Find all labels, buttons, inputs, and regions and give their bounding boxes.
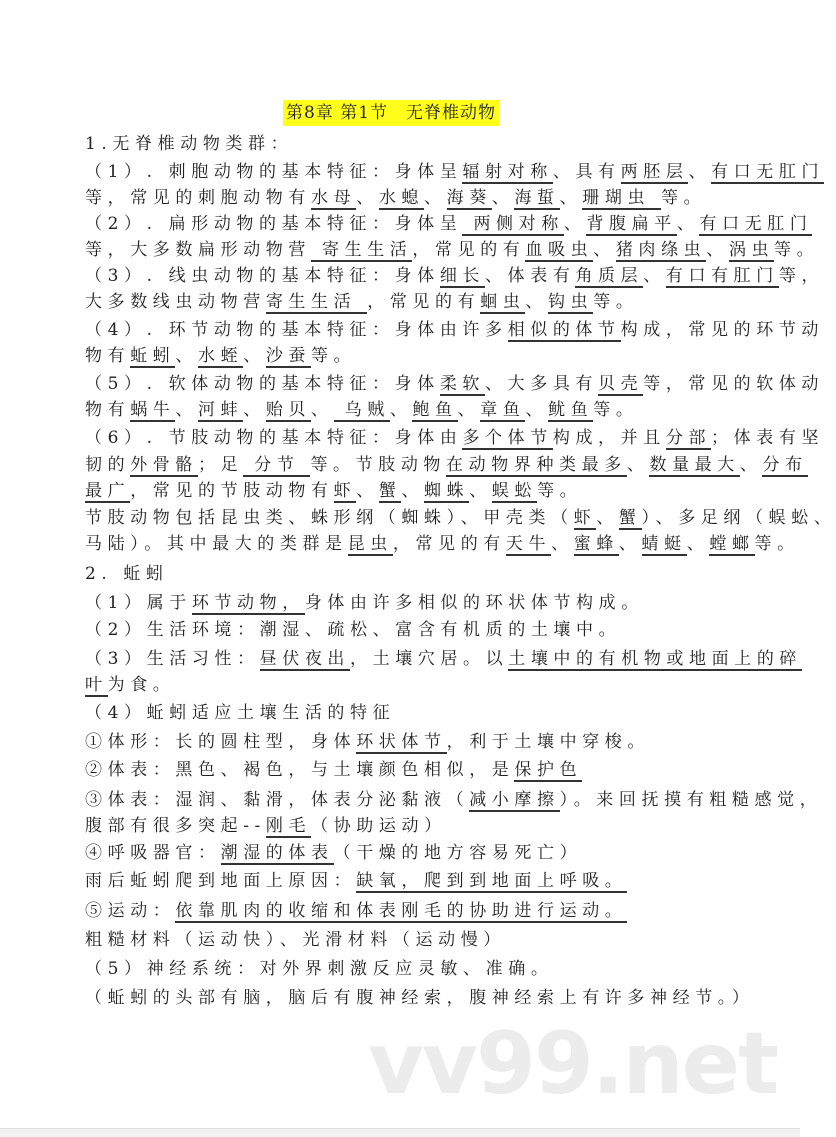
text-segment: 、 (593, 240, 616, 260)
text-line (85, 986, 755, 1010)
text-segment: 等。 (754, 534, 800, 554)
text-segment: （3）生活习性： (85, 649, 260, 669)
text-line (85, 212, 812, 236)
text-segment: ）、多足纲（蜈蚣、 (641, 508, 836, 528)
text-segment: 、 (676, 214, 700, 234)
underlined-answer: 蛔虫 (480, 292, 526, 312)
text-segment: 物有 (85, 346, 131, 366)
underlined-answer: 外骨骼 (130, 455, 199, 475)
text-segment: 韧的 (85, 455, 131, 475)
text-segment: （协助运动） (311, 816, 447, 836)
underlined-answer: 分部 (665, 428, 712, 448)
text-segment: 节肢动物包括昆虫类、蛛形纲（蜘蛛）、甲壳类（ (85, 508, 574, 528)
text-segment: 、 (596, 508, 619, 528)
underlined-answer: 水蛭 (198, 346, 244, 366)
text-line (85, 841, 582, 865)
text-segment: 、 (706, 240, 729, 260)
text-segment: 、 (311, 400, 334, 420)
text-segment: ，常见的有 (412, 240, 526, 260)
text-segment: 、 (424, 188, 447, 208)
text-segment: 、 (688, 162, 712, 182)
text-segment: （1）. 刺胞动物的基本特征：身体呈 (85, 162, 463, 182)
text-segment: （2）. 扁形动物的基本特征：身体呈 (85, 214, 463, 234)
text-segment: （6）. 节肢动物的基本特征：身体由 (85, 428, 463, 448)
underlined-answer: 蟹 (618, 508, 642, 528)
text-line (85, 479, 582, 503)
text-line (85, 290, 638, 314)
text-segment: ，利于土壤中穿梭。 (446, 732, 651, 752)
underlined-answer: 相似的体节 (507, 320, 621, 340)
underlined-answer: 海蜇 (514, 188, 560, 208)
underlined-answer: 章鱼 (480, 400, 526, 420)
text-line (85, 238, 819, 262)
underlined-answer: 水螅 (378, 188, 425, 208)
text-segment: 、大多具有 (485, 374, 599, 394)
text-segment: 、 (243, 346, 266, 366)
underlined-answer: 乌贼 (333, 400, 390, 420)
text-segment: 1.无脊椎动物类群： (85, 134, 294, 154)
underlined-answer: 土壤中的有机物或地面上的碎 (508, 649, 803, 669)
underlined-answer: 辐射对称 (462, 162, 553, 182)
underlined-answer: 细长 (439, 266, 486, 286)
page-title: 第8章 第1节 无脊椎动物 (283, 100, 499, 126)
underlined-answer: 螳螂 (709, 534, 755, 554)
underlined-answer: 环节动物， (191, 593, 305, 613)
text-segment: 为食。 (107, 675, 176, 695)
text-line (85, 506, 836, 530)
underlined-answer: 减小摩擦 (469, 790, 560, 810)
text-segment: 、 (356, 481, 379, 501)
text-segment: 、 (551, 534, 574, 554)
text-line (85, 730, 650, 754)
text-segment: ，常见的有 (392, 534, 506, 554)
text-segment: ③体表：湿润、黏滑，体表分泌黏液（ (85, 790, 470, 810)
text-segment: 构成，常见的环节动 (620, 320, 825, 340)
text-segment: 、 (686, 534, 710, 554)
underlined-answer: 最广 (85, 481, 131, 501)
text-line (85, 928, 506, 952)
underlined-answer: 数量最大 (649, 455, 740, 475)
text-line (85, 869, 627, 893)
text-segment: 、 (175, 346, 199, 366)
text-segment: 等，大多数扁形动物营 (85, 240, 311, 260)
text-segment: 、 (389, 400, 413, 420)
underlined-answer: 蜗牛 (130, 400, 176, 420)
underlined-answer: 蚯蚓 (130, 346, 176, 366)
underlined-answer: 昆虫 (347, 534, 393, 554)
text-segment: 2. 蚯蚓 (85, 564, 169, 584)
underlined-answer: 钩虫 (548, 292, 594, 312)
underlined-answer: 海葵 (446, 188, 492, 208)
text-segment: ①体形：长的圆柱型，身体 (85, 732, 357, 752)
underlined-answer: 多个体节 (462, 428, 553, 448)
text-segment: 粗糙材料（运动快）、光滑材料（运动慢） (85, 930, 506, 950)
text-segment: 大多数线虫动物营 (85, 292, 266, 312)
underlined-answer: 河蚌 (198, 400, 244, 420)
underlined-answer: 虾 (573, 508, 597, 528)
text-line (85, 372, 824, 396)
underlined-answer: 寄生生活 (311, 240, 413, 260)
underlined-answer: 鲍鱼 (412, 400, 458, 420)
text-segment: 等，常见的刺胞动物有 (85, 188, 311, 208)
text-line (85, 532, 800, 556)
text-segment: 、 (243, 400, 266, 420)
text-line (85, 318, 824, 342)
text-segment: ④呼吸器官： (85, 843, 221, 863)
text-segment: 等。 (311, 346, 357, 366)
text-segment: 等，常见的软体动 (643, 374, 825, 394)
text-segment: 、 (457, 400, 481, 420)
text-segment: 、具有 (552, 162, 621, 182)
text-line (85, 647, 802, 671)
text-line (85, 788, 822, 812)
text-segment: 、体表有 (485, 266, 576, 286)
text-line (85, 618, 621, 642)
text-segment: 、 (643, 266, 666, 286)
text-segment: 物有 (85, 400, 131, 420)
underlined-answer: 水母 (311, 188, 357, 208)
text-segment: ；体表有坚 (711, 428, 825, 448)
text-segment: 、 (469, 481, 492, 501)
underlined-answer: 蜻蜓 (641, 534, 687, 554)
underlined-answer: 鱿鱼 (548, 400, 594, 420)
underlined-answer: 蜈蚣 (491, 481, 538, 501)
text-line (85, 264, 824, 288)
underlined-answer: 昼伏夜出 (259, 649, 351, 669)
text-line (85, 591, 644, 615)
underlined-answer: 角质层 (575, 266, 644, 286)
text-segment: 马陆）。其中最大的类群是 (85, 534, 348, 554)
text-segment: （4）. 环节动物的基本特征：身体由许多 (85, 320, 508, 340)
underlined-answer: 沙蚕 (265, 346, 312, 366)
text-line (85, 673, 175, 697)
text-segment: 、 (525, 292, 549, 312)
underlined-answer: 缺氧，爬到到地面上呼吸。 (356, 871, 628, 891)
text-line (85, 344, 356, 368)
text-line (85, 426, 824, 450)
underlined-answer: 依靠肌肉的收缩和体表刚毛的协助进行运动。 (175, 901, 628, 921)
underlined-answer: 分节 (243, 455, 311, 475)
text-segment: 、 (563, 214, 587, 234)
underlined-answer: 刚毛 (265, 816, 312, 836)
underlined-answer: 有口无肛门 (699, 214, 813, 234)
text-line (85, 160, 824, 184)
underlined-answer: 猪肉绦虫 (615, 240, 707, 260)
text-segment: 、 (626, 455, 650, 475)
underlined-answer: 珊瑚虫 (582, 188, 662, 208)
underlined-answer: 蜜蜂 (573, 534, 619, 554)
text-segment: （3）. 线虫动物的基本特征：身体 (85, 266, 440, 286)
underlined-answer: 天牛 (505, 534, 552, 554)
underlined-answer: 蟹 (378, 481, 402, 501)
text-segment: ，常见的有 (367, 292, 481, 312)
text-segment: 构成，并且 (552, 428, 666, 448)
page-bottom-edge (0, 1129, 800, 1137)
text-segment: 雨后蚯蚓爬到地面上原因： (85, 871, 357, 891)
text-segment: （干燥的地方容易死亡） (333, 843, 583, 863)
underlined-answer: 涡虫 (728, 240, 775, 260)
text-segment: 等。 (661, 188, 707, 208)
text-line (85, 814, 447, 838)
text-segment: ；足 (198, 455, 244, 475)
text-line (85, 899, 627, 923)
text-line (85, 758, 582, 782)
text-segment: ，土壤穴居。以 (350, 649, 509, 669)
watermark: vv99.net (368, 1014, 778, 1114)
underlined-answer: 两胚层 (620, 162, 689, 182)
underlined-answer: 有口有肛门 (665, 266, 779, 286)
text-segment: 等。节肢动物 (310, 455, 447, 475)
text-segment: （蚯蚓的头部有脑，脑后有腹神经索，腹神经索上有许多神经节。） (85, 988, 755, 1008)
underlined-answer: 柔软 (439, 374, 486, 394)
text-segment: 等。 (593, 292, 639, 312)
text-segment: 、 (356, 188, 379, 208)
underlined-answer: 叶 (85, 675, 108, 695)
text-segment: 等。 (537, 481, 583, 501)
underlined-answer: 血吸虫 (525, 240, 594, 260)
text-segment: ，常见的节肢动物有 (130, 481, 334, 501)
text-line (85, 562, 169, 586)
text-segment: （1）属于 (85, 593, 192, 613)
text-segment: 、 (175, 400, 199, 420)
underlined-answer: 寄生生活 (265, 292, 368, 312)
text-segment: ）。来回抚摸有粗糙感觉， (559, 790, 823, 810)
text-segment: 身体由许多相似的环状体节构成。 (304, 593, 644, 613)
underlined-answer: 有口无肛门 (711, 162, 825, 182)
underlined-answer: 在动物界种类最多 (446, 455, 627, 475)
underlined-answer: 贝壳 (598, 374, 644, 394)
text-line (85, 132, 293, 156)
text-line (85, 186, 706, 210)
text-line (85, 398, 639, 422)
text-segment: ⑤运动： (85, 901, 176, 921)
text-segment: 等， (778, 266, 825, 286)
text-segment: 、 (739, 455, 763, 475)
underlined-answer: 蜘蛛 (424, 481, 470, 501)
text-segment: 、 (559, 188, 583, 208)
underlined-answer: 环状体节 (356, 732, 447, 752)
underlined-answer: 分布 (762, 455, 808, 475)
underlined-answer: 背腹扁平 (586, 214, 677, 234)
text-segment: （5）神经系统：对外界刺激反应灵敏、准确。 (85, 959, 554, 979)
text-segment: （4）蚯蚓适应土壤生活的特征 (85, 703, 396, 723)
text-segment: ②体表：黑色、褐色，与土壤颜色相似，是 (85, 760, 515, 780)
text-segment: 等。 (593, 400, 639, 420)
underlined-answer: 虾 (333, 481, 357, 501)
text-segment: 、 (491, 188, 515, 208)
text-segment: 腹部有很多突起-- (85, 816, 266, 836)
text-segment: 、 (401, 481, 425, 501)
text-line (85, 957, 553, 981)
text-segment: （5）. 软体动物的基本特征：身体 (85, 374, 440, 394)
text-segment: 、 (525, 400, 549, 420)
underlined-answer: 潮湿的体表 (220, 843, 334, 863)
underlined-answer: 贻贝 (265, 400, 312, 420)
underlined-answer: 保护色 (514, 760, 583, 780)
text-line (85, 701, 395, 725)
text-line (85, 453, 808, 477)
underlined-answer: 两侧对称 (462, 214, 564, 234)
text-segment: （2）生活环境：潮湿、疏松、富含有机质的土壤中。 (85, 620, 622, 640)
text-segment: 、 (618, 534, 642, 554)
text-segment: 等。 (774, 240, 820, 260)
